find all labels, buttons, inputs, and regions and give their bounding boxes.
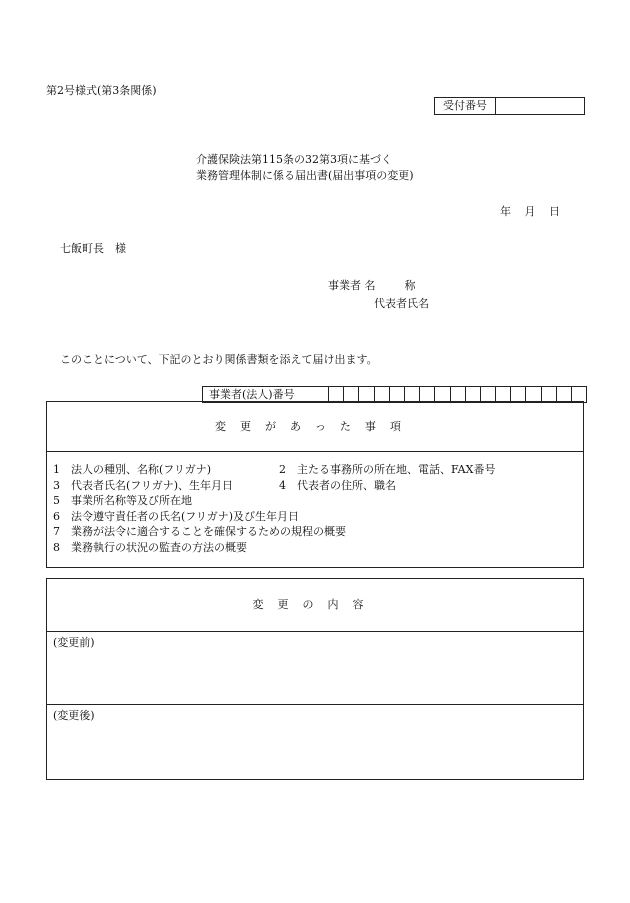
after-change-field[interactable] (47, 705, 583, 778)
business-number-digit[interactable] (329, 387, 344, 402)
item-text[interactable]: 6 法令遵守責任者の氏名(フリガナ)及び生年月日 (53, 509, 300, 523)
receipt-number-box (434, 97, 585, 115)
business-number-digit[interactable] (572, 387, 586, 402)
representative-name-label: 代表者氏名 (374, 297, 429, 310)
business-number-digit[interactable] (359, 387, 374, 402)
list-item (53, 509, 583, 525)
business-number-digit[interactable] (451, 387, 466, 402)
changed-items-box (46, 401, 584, 568)
business-info (328, 277, 429, 313)
business-number-digit[interactable] (496, 387, 511, 402)
form-number: 第2号様式(第3条関係) (46, 84, 157, 97)
business-number-digit[interactable] (390, 387, 405, 402)
list-item (53, 524, 583, 540)
after-change-label: (変更後) (53, 709, 95, 722)
business-number-digit[interactable] (344, 387, 359, 402)
notice-text: このことについて、下記のとおり関係書類を添えて届け出ます。 (60, 353, 378, 366)
business-number-label: 事業者(法人)番号 (203, 387, 329, 402)
list-item (53, 478, 583, 494)
before-change-label: (変更前) (53, 636, 95, 649)
changed-items-list (47, 452, 583, 555)
document-title (196, 152, 414, 184)
changed-items-header: 変更があった事項 (47, 402, 583, 452)
receipt-number-label: 受付番号 (435, 98, 496, 114)
list-item (53, 462, 583, 478)
business-number-digit[interactable] (526, 387, 541, 402)
business-name-label: 事業者 名 称 (328, 279, 416, 292)
business-number-digit[interactable] (542, 387, 557, 402)
item-text[interactable]: 2 主たる事務所の所在地、電話、FAX番号 (279, 463, 496, 476)
business-number-digit[interactable] (557, 387, 572, 402)
item-text[interactable]: 8 業務執行の状況の監査の方法の概要 (53, 540, 247, 554)
business-number-digit[interactable] (481, 387, 496, 402)
business-number-digit[interactable] (420, 387, 435, 402)
title-line-1: 介護保険法第115条の32第3項に基づく (196, 153, 392, 166)
business-number-digit[interactable] (466, 387, 481, 402)
business-number-digit[interactable] (511, 387, 526, 402)
list-item (53, 540, 583, 556)
item-text[interactable]: 5 事業所名称等及び所在地 (53, 494, 192, 507)
business-number-digit[interactable] (435, 387, 450, 402)
item-text[interactable]: 7 業務が法令に適合することを確保するための規程の概要 (53, 525, 346, 538)
business-number-digit[interactable] (375, 387, 390, 402)
list-item (53, 493, 583, 509)
receipt-number-field[interactable] (496, 98, 584, 114)
title-line-2: 業務管理体制に係る届出書(届出事項の変更) (196, 169, 414, 182)
before-change-field[interactable] (47, 632, 583, 705)
change-content-box (46, 578, 584, 780)
item-text[interactable]: 1 法人の種別、名称(フリガナ) (53, 463, 212, 476)
addressee: 七飯町長 様 (60, 242, 126, 255)
item-text[interactable]: 4 代表者の住所、職名 (279, 478, 396, 492)
item-text[interactable]: 3 代表者氏名(フリガナ)、生年月日 (53, 478, 234, 492)
business-number-digit[interactable] (405, 387, 420, 402)
change-content-header: 変更の内容 (47, 579, 583, 632)
date-line: 年 月 日 (500, 205, 560, 218)
